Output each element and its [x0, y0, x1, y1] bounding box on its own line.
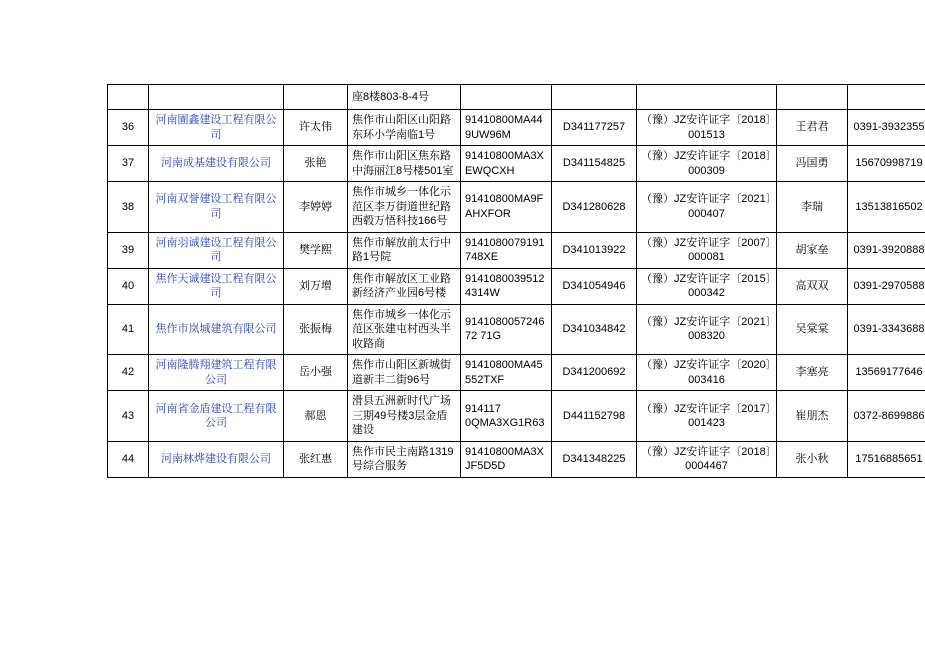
cell-person: 张红惠: [284, 441, 348, 477]
cell-phone: 0372-8699886: [848, 391, 925, 442]
table-row: [108, 146, 925, 182]
cell-address: 滑县五洲新时代广场三期49号楼3层金盾建设: [348, 391, 461, 442]
cert-line-2: 001513: [688, 128, 725, 141]
cell-code: 91410800MA3XJF5D5D: [461, 441, 552, 477]
cell-person: 张振梅: [284, 304, 348, 355]
cert-line-1: （豫）JZ安许证字〔2021〕: [641, 315, 777, 328]
cell-cert: [637, 110, 777, 146]
table-body: [108, 85, 925, 478]
cell-address: 焦作市城乡一体化示范区李万街道世纪路西毂万悟科技166号: [348, 182, 461, 233]
cell-index: [108, 85, 149, 110]
cell-code: 91410800MA45552TXF: [461, 355, 552, 391]
cert-line-2: 000407: [688, 207, 725, 220]
cell-person: 张艳: [284, 146, 348, 182]
cert-line-1: （豫）JZ安许证字〔2018〕: [641, 114, 777, 126]
cell-phone: 13569177646: [848, 355, 925, 391]
cell-safety: [777, 85, 848, 110]
cell-id: D341013922: [552, 232, 637, 268]
cert-line-1: （豫）JZ安许证字〔2017〕: [641, 402, 777, 415]
cell-safety: 胡家垒: [777, 232, 848, 268]
cell-id: D341348225: [552, 441, 637, 477]
cell-code: 914108005724672 71G: [461, 304, 552, 355]
table-row: [108, 391, 925, 442]
cell-id: D441152798: [552, 391, 637, 442]
table-row-continued: [108, 85, 925, 110]
cell-index: 37: [108, 146, 149, 182]
cell-code: 91410800MA449UW96M: [461, 110, 552, 146]
cell-cert: [637, 441, 777, 477]
cell-person: 刘万增: [284, 268, 348, 304]
table-row: [108, 441, 925, 477]
cell-code: [461, 85, 552, 110]
cell-person: 郝恩: [284, 391, 348, 442]
cell-id: D341154825: [552, 146, 637, 182]
table-row: [108, 182, 925, 233]
cell-safety: 吴棠棠: [777, 304, 848, 355]
company-registry-table: [107, 84, 925, 478]
cert-line-1: （豫）JZ安许证字〔2007〕: [641, 236, 777, 249]
cell-address: 焦作市山阳区新城街道新丰二街96号: [348, 355, 461, 391]
cell-cert: [637, 268, 777, 304]
cell-index: 43: [108, 391, 149, 442]
cell-safety: 高双双: [777, 268, 848, 304]
cell-cert: [637, 232, 777, 268]
cell-person: [284, 85, 348, 110]
cell-safety: 冯国勇: [777, 146, 848, 182]
cell-address: 焦作市山阳区焦东路中海丽江8号楼501室: [348, 146, 461, 182]
cell-phone: 0391-2970588: [848, 268, 925, 304]
cell-address: 焦作市民主南路1319号综合服务: [348, 441, 461, 477]
cell-company: 河南隆腾翔建筑工程有限公司: [149, 355, 284, 391]
cell-cert: [637, 146, 777, 182]
cell-safety: 李瑞: [777, 182, 848, 233]
cell-person: 樊学熙: [284, 232, 348, 268]
cell-company: 河南成基建设有限公司: [149, 146, 284, 182]
cell-company: 河南圊鑫建设工程有限公司: [149, 110, 284, 146]
cert-line-1: （豫）JZ安许证字〔2020〕: [641, 359, 777, 372]
cell-cert: [637, 355, 777, 391]
cell-code: 91410800395124314W: [461, 268, 552, 304]
cell-phone: 15670998719: [848, 146, 925, 182]
cell-safety: 张小秋: [777, 441, 848, 477]
cell-company: 河南林烨建设有限公司: [149, 441, 284, 477]
table-row: [108, 232, 925, 268]
cell-cert: [637, 182, 777, 233]
cell-index: 41: [108, 304, 149, 355]
cell-index: 38: [108, 182, 149, 233]
cell-id: D341177257: [552, 110, 637, 146]
cell-id: D341034842: [552, 304, 637, 355]
cell-phone: 0391-3920888: [848, 232, 925, 268]
cell-company: 焦作市岚城建筑有限公司: [149, 304, 284, 355]
cell-company: 焦作天诚建设工程有限公司: [149, 268, 284, 304]
cert-line-2: 001423: [688, 417, 725, 430]
cell-address: 座8楼803-8-4号: [348, 85, 461, 110]
cell-safety: 王君君: [777, 110, 848, 146]
table-row: [108, 110, 925, 146]
cell-person: 许太伟: [284, 110, 348, 146]
cert-line-2: 000309: [688, 164, 725, 177]
cert-line-2: 0004467: [685, 460, 728, 473]
cell-id: D341054946: [552, 268, 637, 304]
cell-index: 40: [108, 268, 149, 304]
cell-cert: [637, 391, 777, 442]
cell-index: 39: [108, 232, 149, 268]
cell-id: D341200692: [552, 355, 637, 391]
cell-company: 河南双誉建设工程有限公司: [149, 182, 284, 233]
cell-company: 河南羽诚建设工程有限公司: [149, 232, 284, 268]
cert-line-2: 000081: [688, 251, 725, 264]
cell-index: 36: [108, 110, 149, 146]
cell-person: 李婷婷: [284, 182, 348, 233]
cell-phone: 0391-3343688: [848, 304, 925, 355]
cell-id: [552, 85, 637, 110]
cell-cert: [637, 85, 777, 110]
table-row: [108, 268, 925, 304]
cell-code: 9141080079191748XE: [461, 232, 552, 268]
cert-line-1: （豫）JZ安许证字〔2021〕: [641, 193, 777, 206]
cell-phone: 17516885651: [848, 441, 925, 477]
cell-address: 焦作市解放区工业路新经济产业园6号楼: [348, 268, 461, 304]
cell-index: 42: [108, 355, 149, 391]
cell-safety: 李塞亮: [777, 355, 848, 391]
cell-code: 914117 0QMA3XG1R63: [461, 391, 552, 442]
cell-address: 焦作市解放前太行中路1号院: [348, 232, 461, 268]
cell-person: 岳小强: [284, 355, 348, 391]
cell-safety: 崔朋杰: [777, 391, 848, 442]
cell-code: 91410800MA9FAHXFOR: [461, 182, 552, 233]
cell-index: 44: [108, 441, 149, 477]
cert-line-1: （豫）JZ安许证字〔2018〕: [641, 150, 777, 163]
cell-company: 河南省金盾建设工程有限公司: [149, 391, 284, 442]
cert-line-1: （豫）JZ安许证字〔2018〕: [641, 445, 777, 458]
cell-id: D341280628: [552, 182, 637, 233]
cell-cert: [637, 304, 777, 355]
cert-line-2: 003416: [688, 373, 725, 386]
cell-code: 91410800MA3XEWQCXH: [461, 146, 552, 182]
cert-line-1: （豫）JZ安许证字〔2015〕: [641, 272, 777, 285]
cell-address: 焦作市城乡一体化示范区张建屯村西头半收路商: [348, 304, 461, 355]
table-row: [108, 304, 925, 355]
cell-phone: 0391-3932355: [848, 110, 925, 146]
table-row: [108, 355, 925, 391]
cell-company: [149, 85, 284, 110]
cell-phone: 13513816502: [848, 182, 925, 233]
cell-phone: [848, 85, 925, 110]
cert-line-2: 000342: [688, 287, 725, 300]
cert-line-2: 008320: [688, 330, 725, 343]
cell-address: 焦作市山阳区山阳路东环小学南临1号: [348, 110, 461, 146]
